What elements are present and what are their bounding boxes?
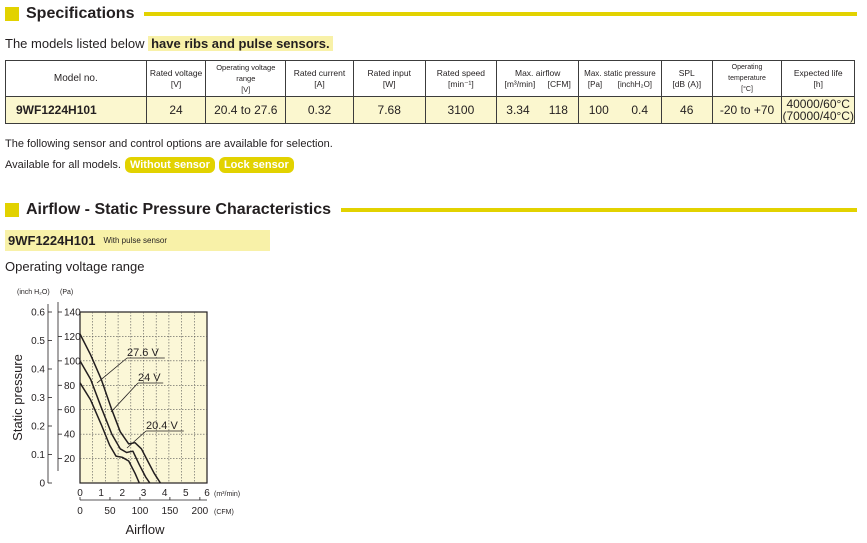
section-divider bbox=[341, 208, 857, 212]
cell-airflow-m3: 3.34 bbox=[497, 97, 539, 124]
operating-range-label: Operating voltage range bbox=[5, 259, 145, 274]
section-marker-icon bbox=[5, 203, 19, 217]
y-tick-label: 40 bbox=[64, 429, 76, 441]
section-title: Specifications bbox=[26, 5, 135, 22]
series-label: 27.6 V bbox=[127, 347, 159, 359]
header-label: SPL bbox=[678, 67, 695, 78]
header-max-static-pressure bbox=[579, 61, 662, 97]
y-tick-label: 20 bbox=[64, 454, 76, 466]
header-unit: [W] bbox=[382, 78, 396, 89]
y-tick-label: 120 bbox=[64, 331, 81, 343]
intro-highlight: have ribs and pulse sensors. bbox=[148, 36, 332, 51]
airflow-pressure-chart bbox=[0, 282, 270, 540]
option-chip-without-sensor[interactable]: Without sensor bbox=[125, 157, 215, 173]
airflow-header bbox=[5, 199, 857, 221]
chart-model-sub: With pulse sensor bbox=[103, 236, 168, 245]
header-model: Model no. bbox=[6, 61, 147, 97]
x2-tick-label: 100 bbox=[131, 506, 149, 517]
section-divider bbox=[144, 12, 857, 16]
header-expected-life bbox=[782, 61, 855, 97]
x-tick-label: 3 bbox=[140, 488, 147, 499]
header-rated-speed bbox=[425, 61, 497, 97]
header-unit: [m³/min] bbox=[504, 78, 536, 89]
header-label: Rated current bbox=[293, 67, 346, 78]
chart-model-number: 9WF1224H101 bbox=[8, 233, 96, 248]
header-rated-current bbox=[286, 61, 354, 97]
cell-rated-speed: 3100 bbox=[425, 97, 497, 124]
y2-tick-label: 0.6 bbox=[31, 307, 45, 319]
cell-airflow-cfm: 118 bbox=[539, 97, 579, 124]
spec-header-row bbox=[6, 61, 855, 97]
header-unit: [h] bbox=[813, 78, 823, 89]
cell-model: 9WF1224H101 bbox=[6, 97, 147, 124]
header-unit: [Pa] bbox=[587, 79, 603, 89]
cell-voltage-range: 20.4 to 27.6 bbox=[206, 97, 286, 124]
header-label: Operating temperature bbox=[728, 64, 766, 82]
x2-tick-label: 200 bbox=[191, 506, 209, 517]
intro-text bbox=[5, 36, 333, 51]
header-label: Rated voltage bbox=[149, 67, 203, 78]
section-title: Airflow - Static Pressure Characteristics bbox=[26, 201, 332, 218]
header-max-airflow bbox=[497, 61, 579, 97]
x-axis-label: Airflow bbox=[125, 522, 165, 537]
x2-tick-label: 50 bbox=[104, 506, 116, 517]
x-tick-label: 0 bbox=[77, 488, 83, 499]
header-unit: [°C] bbox=[741, 86, 753, 93]
header-unit: [CFM] bbox=[547, 78, 571, 89]
header-label: Rated input bbox=[367, 67, 411, 78]
section-marker-icon bbox=[5, 7, 19, 21]
x-tick-label: 1 bbox=[98, 488, 104, 499]
y-tick-label: 100 bbox=[64, 356, 81, 368]
y2-tick-label: 0.3 bbox=[31, 393, 45, 404]
header-unit: [dB (A)] bbox=[672, 78, 702, 89]
header-label: Operating voltage range bbox=[216, 63, 276, 83]
model-label-box bbox=[5, 230, 270, 251]
header-label: Max. airflow bbox=[514, 67, 561, 78]
y-tick-label: 80 bbox=[64, 380, 76, 392]
header-unit: [inchH₂O] bbox=[617, 79, 653, 89]
options-text: The following sensor and control options are available for selection. bbox=[5, 138, 333, 150]
header-spl bbox=[661, 61, 712, 97]
cell-expected-life bbox=[782, 97, 855, 124]
cell-rated-current: 0.32 bbox=[286, 97, 354, 124]
spec-table bbox=[5, 60, 855, 124]
header-rated-voltage bbox=[146, 61, 206, 97]
header-voltage-range bbox=[206, 61, 286, 97]
y2-tick-label: 0.1 bbox=[31, 450, 45, 461]
header-rated-input bbox=[353, 61, 425, 97]
option-chip-lock-sensor[interactable]: Lock sensor bbox=[219, 157, 294, 173]
header-label: Rated speed bbox=[436, 67, 485, 78]
header-op-temp bbox=[712, 61, 782, 97]
header-unit: [A] bbox=[314, 78, 325, 89]
cell-rated-voltage: 24 bbox=[146, 97, 206, 124]
header-label: Max. static pressure bbox=[584, 68, 656, 78]
options-availability-text: Available for all models. bbox=[5, 159, 121, 171]
cell-op-temp: -20 to +70 bbox=[712, 97, 782, 124]
series-label: 20.4 V bbox=[146, 420, 178, 432]
y2-tick-label: 0.2 bbox=[31, 421, 45, 433]
life-primary: 40000/60°C bbox=[786, 97, 850, 111]
y2-unit-label: (inch H₂O) bbox=[17, 289, 50, 296]
table-row bbox=[6, 97, 855, 124]
header-unit: [V] bbox=[241, 85, 251, 94]
x-tick-label: 4 bbox=[161, 488, 168, 499]
y-unit-label: (Pa) bbox=[60, 289, 74, 296]
cell-static-inch: 0.4 bbox=[618, 97, 661, 124]
y2-tick-label: 0 bbox=[39, 478, 45, 490]
x2-unit-label: (CFM) bbox=[214, 509, 234, 516]
specifications-header bbox=[5, 3, 857, 25]
y-tick-label: 140 bbox=[64, 307, 81, 319]
life-secondary: (70000/40°C) bbox=[782, 109, 854, 123]
y-tick-label: 60 bbox=[64, 405, 76, 417]
intro-prefix: The models listed below bbox=[5, 36, 145, 51]
header-unit: [min⁻¹] bbox=[448, 78, 474, 89]
cell-rated-input: 7.68 bbox=[353, 97, 425, 124]
y2-tick-label: 0.5 bbox=[31, 336, 45, 347]
series-label: 24 V bbox=[138, 372, 161, 384]
x2-tick-label: 150 bbox=[161, 506, 179, 517]
x-unit-label: (m³/min) bbox=[214, 491, 241, 498]
x2-tick-label: 0 bbox=[77, 506, 83, 517]
header-label: Expected life bbox=[793, 67, 843, 78]
x-tick-label: 2 bbox=[119, 488, 126, 499]
y-axis-label: Static pressure bbox=[10, 354, 25, 441]
x-tick-label: 6 bbox=[204, 488, 210, 499]
x-tick-label: 5 bbox=[183, 488, 189, 499]
header-unit: [V] bbox=[170, 78, 182, 89]
cell-spl: 46 bbox=[661, 97, 712, 124]
cell-static-pa: 100 bbox=[579, 97, 619, 124]
y2-tick-label: 0.4 bbox=[31, 364, 45, 376]
options-availability bbox=[5, 157, 294, 173]
